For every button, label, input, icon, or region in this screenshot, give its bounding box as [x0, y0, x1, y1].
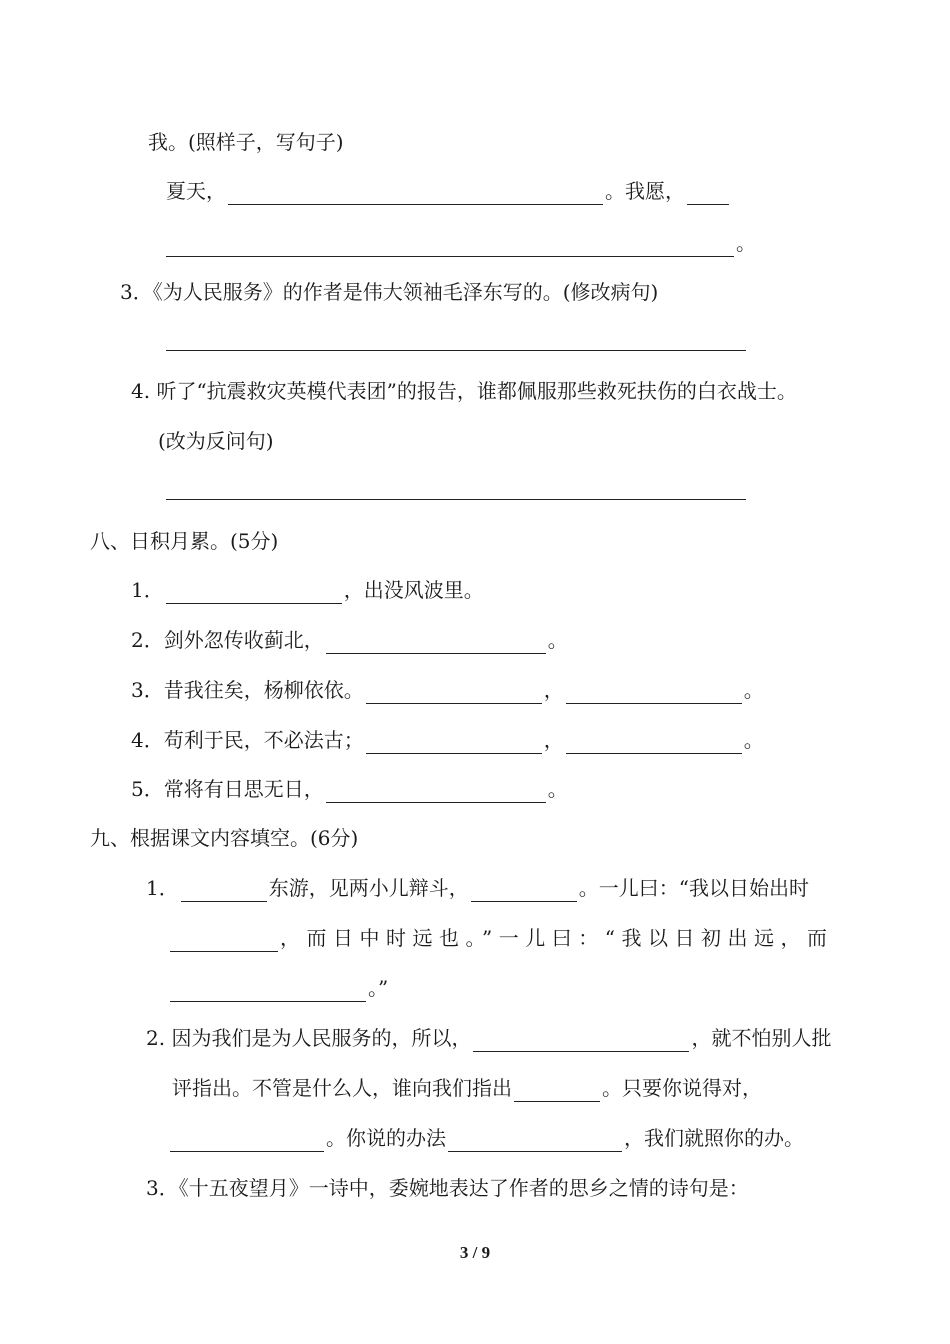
- s9-item2-d: 。只要你说得对，: [602, 1076, 762, 1100]
- answer-blank[interactable]: [170, 929, 278, 952]
- q7-item-4: [131, 377, 797, 405]
- s8-item4-end: 。: [743, 728, 764, 752]
- s9-item2-a: 2. 因为我们是为人民服务的，所以，: [146, 1026, 472, 1050]
- answer-blank[interactable]: [170, 1129, 324, 1152]
- answer-blank[interactable]: [166, 234, 734, 257]
- s9-item-1-line-1: [146, 874, 809, 902]
- s9-item1-c: ，而日中时远也。”一儿曰：“我以日初出远，而: [280, 926, 834, 950]
- q7-item3-text: 3．《为人民服务》的作者是伟大领袖毛泽东写的。(修改病句): [120, 280, 659, 304]
- section-9-heading: 九、根据课文内容填空。(6分): [90, 826, 359, 850]
- q7-line-summer: [166, 177, 731, 205]
- s8-item-1: [131, 576, 484, 604]
- s8-item-3: [131, 676, 764, 704]
- q7-period: 。: [736, 231, 756, 255]
- s9-item-1-line-2: [170, 924, 833, 952]
- answer-blank[interactable]: [326, 780, 546, 803]
- answer-blank[interactable]: [181, 879, 267, 902]
- s8-item4-mid: ，: [543, 728, 564, 752]
- section-8-heading: 八、日积月累。(5分): [90, 529, 279, 553]
- answer-blank[interactable]: [473, 1029, 689, 1052]
- s8-item3-mid: ，: [543, 678, 564, 702]
- s9-item-2-line-2: [172, 1074, 762, 1102]
- s9-item-2-line-1: [146, 1024, 831, 1052]
- s9-item-3: [146, 1174, 749, 1202]
- s9-item1-a: 东游，见两小儿辩斗，: [268, 876, 469, 900]
- answer-line[interactable]: [166, 499, 746, 500]
- s8-item5-text: 5．常将有日思无日，: [131, 777, 324, 801]
- s9-item2-f: ，我们就照你的办。: [624, 1126, 804, 1150]
- s8-item1-text: ，出没风波里。: [343, 578, 484, 602]
- answer-blank[interactable]: [166, 581, 342, 604]
- s9-item-1-line-3: [170, 974, 388, 1002]
- s8-item4-text: 4．苟利于民，不必法古；: [131, 728, 364, 752]
- section-8-title: [90, 527, 278, 555]
- s8-item1-num: 1．: [131, 578, 164, 602]
- section-9-title: [90, 824, 358, 852]
- s9-item1-num: 1．: [146, 876, 179, 900]
- s8-item2-end: 。: [547, 628, 568, 652]
- s8-item-5: [131, 775, 568, 803]
- answer-blank[interactable]: [448, 1129, 622, 1152]
- s8-item3-text: 3．昔我往矣，杨柳依依。: [131, 678, 364, 702]
- answer-line[interactable]: [166, 350, 746, 351]
- answer-blank[interactable]: [366, 731, 542, 754]
- s9-item3-text: 3．《十五夜望月》一诗中，委婉地表达了作者的思乡之情的诗句是：: [146, 1176, 749, 1200]
- s9-item-2-line-3: [170, 1124, 804, 1152]
- answer-blank[interactable]: [228, 182, 603, 205]
- answer-blank[interactable]: [514, 1079, 600, 1102]
- s9-item2-e: 。你说的办法: [326, 1126, 446, 1150]
- q7-example-text: 我。(照样子，写句子): [148, 130, 344, 154]
- q7-item4-note: (改为反问句): [158, 429, 274, 453]
- q7-item4-text: 4. 听了“抗震救灾英模代表团”的报告，谁都佩服那些救死扶伤的白衣战士。: [131, 379, 797, 403]
- answer-blank[interactable]: [566, 731, 742, 754]
- s8-item2-text: 2．剑外忽传收蓟北，: [131, 628, 324, 652]
- q7-line-continue: [166, 229, 756, 257]
- s9-item2-b: ，就不怕别人批: [691, 1026, 832, 1050]
- s8-item3-end: 。: [743, 678, 764, 702]
- answer-blank[interactable]: [687, 182, 729, 205]
- q7-summer-prefix: 夏天，: [166, 179, 226, 203]
- answer-blank[interactable]: [326, 631, 546, 654]
- s8-item-4: [131, 726, 764, 754]
- page-number: 3 / 9: [459, 1243, 491, 1262]
- q7-item-4-note: [158, 427, 274, 455]
- q7-item-3: [120, 278, 658, 306]
- s8-item-2: [131, 626, 568, 654]
- s9-item2-c: 评指出。不管是什么人，谁向我们指出: [172, 1076, 512, 1100]
- answer-blank[interactable]: [566, 681, 742, 704]
- s8-item5-end: 。: [547, 777, 568, 801]
- s9-item1-b: 。一儿曰：“我以日始出时: [578, 876, 809, 900]
- q7-wish-text: 。我愿，: [605, 179, 685, 203]
- s9-item1-d: 。”: [368, 976, 389, 1000]
- q7-line-example: [148, 128, 344, 156]
- answer-blank[interactable]: [170, 979, 366, 1002]
- answer-blank[interactable]: [471, 879, 577, 902]
- answer-blank[interactable]: [366, 681, 542, 704]
